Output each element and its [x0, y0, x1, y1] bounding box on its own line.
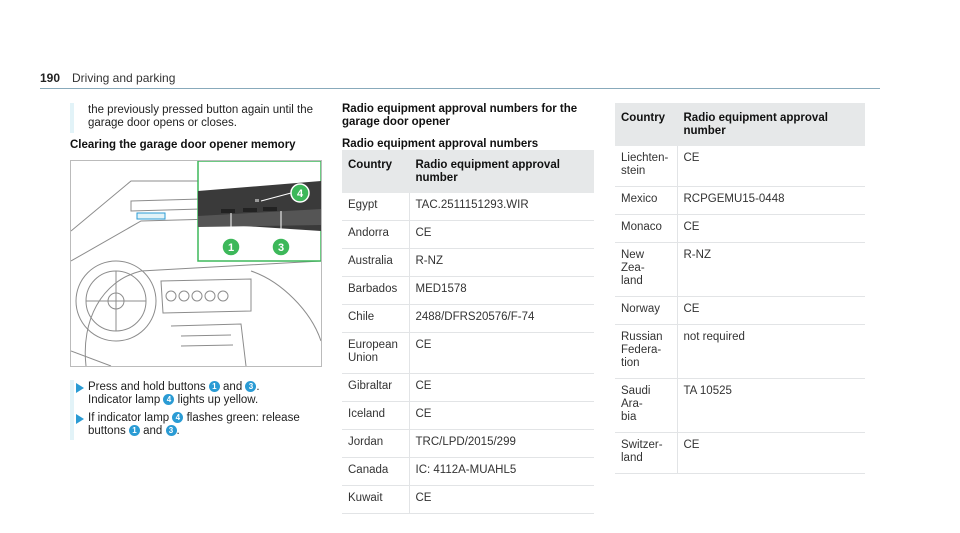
step-arrow-icon [76, 414, 84, 424]
approval-number-cell: CE [409, 402, 594, 430]
cockpit-drawing [71, 161, 321, 366]
table-row [342, 333, 594, 374]
country-cell: Andorra [342, 221, 409, 249]
step1-marker-bar [70, 380, 74, 410]
table-row [342, 430, 594, 458]
approval-number-cell: MED1578 [409, 277, 594, 305]
column-header-number: Radio equipment approval number [677, 103, 865, 146]
section-title: Driving and parking [72, 71, 176, 85]
country-cell: Monaco [615, 215, 677, 243]
approval-heading: Radio equipment approval numbers for the garage door opener [342, 103, 578, 128]
lamp-4-badge: 4 [163, 394, 174, 405]
approval-number-cell: TA 10525 [677, 379, 865, 433]
approval-subheading: Radio equipment approval numbers [342, 138, 539, 150]
approval-table-2 [615, 103, 865, 474]
table-row [615, 433, 865, 474]
approval-number-cell: R-NZ [677, 243, 865, 297]
step2-marker-bar [70, 410, 74, 440]
step-1-text: Press and hold buttons 1 and 3 . Indicator lamp 4 lights up yellow. [88, 381, 260, 406]
step-2-text: If indicator lamp 4 flashes green: release buttons 1 and 3 . [88, 412, 300, 437]
approval-number-cell: IC: 4112A-MUAHL5 [409, 458, 594, 486]
table-row [615, 146, 865, 187]
table-row [615, 297, 865, 325]
button-3-badge: 3 [245, 381, 256, 392]
table-row [342, 277, 594, 305]
button-3-badge: 3 [166, 425, 177, 436]
approval-number-cell: TAC.2511151293.WIR [409, 193, 594, 221]
approval-number-cell: CE [409, 221, 594, 249]
table-row [342, 458, 594, 486]
dashboard-illustration [70, 160, 322, 367]
country-cell: Australia [342, 249, 409, 277]
approval-number-cell: not required [677, 325, 865, 379]
table-row [615, 243, 865, 297]
approval-number-cell: CE [409, 374, 594, 402]
country-cell: Jordan [342, 430, 409, 458]
intro-text: the previously pressed button again until the garage door opens or closes. [88, 104, 314, 129]
button-1-badge: 1 [129, 425, 140, 436]
intro-marker-bar [70, 103, 74, 133]
country-cell: Canada [342, 458, 409, 486]
approval-number-cell: CE [677, 215, 865, 243]
country-cell: Chile [342, 305, 409, 333]
country-cell: Saudi Ara- bia [615, 379, 677, 433]
table-row [615, 325, 865, 379]
approval-number-cell: RCPGEMU15-0448 [677, 187, 865, 215]
callout-1: 1 [227, 242, 235, 254]
country-cell: Kuwait [342, 486, 409, 514]
approval-number-cell: 2488/DFRS20576/F-74 [409, 305, 594, 333]
column-header-country: Country [342, 150, 409, 193]
approval-number-cell: TRC/LPD/2015/299 [409, 430, 594, 458]
step-arrow-icon [76, 383, 84, 393]
country-cell: European Union [342, 333, 409, 374]
country-cell: Russian Federa- tion [615, 325, 677, 379]
country-cell: Mexico [615, 187, 677, 215]
country-cell: Gibraltar [342, 374, 409, 402]
table-row [342, 374, 594, 402]
table-row [342, 486, 594, 514]
table-row [615, 379, 865, 433]
header-divider [40, 88, 880, 89]
approval-number-cell: CE [409, 333, 594, 374]
page-number: 190 [40, 71, 61, 85]
clearing-heading: Clearing the garage door opener memory [70, 139, 296, 151]
approval-number-cell: CE [409, 486, 594, 514]
table-row [342, 249, 594, 277]
approval-number-cell: CE [677, 146, 865, 187]
country-cell: Egypt [342, 193, 409, 221]
table-row [342, 402, 594, 430]
table-row [342, 193, 594, 221]
country-cell: Iceland [342, 402, 409, 430]
approval-table-1 [342, 150, 594, 514]
button-1-badge: 1 [209, 381, 220, 392]
country-cell: Liechten- stein [615, 146, 677, 187]
country-cell: Barbados [342, 277, 409, 305]
country-cell: New Zea- land [615, 243, 677, 297]
table-row [615, 215, 865, 243]
approval-number-cell: CE [677, 297, 865, 325]
lamp-4-badge: 4 [172, 412, 183, 423]
country-cell: Switzer- land [615, 433, 677, 474]
approval-number-cell: R-NZ [409, 249, 594, 277]
table-row [342, 221, 594, 249]
callout-4: 4 [296, 188, 304, 200]
column-header-number: Radio equipment approval number [409, 150, 594, 193]
approval-number-cell: CE [677, 433, 865, 474]
column-header-country: Country [615, 103, 677, 146]
table-row [615, 187, 865, 215]
country-cell: Norway [615, 297, 677, 325]
table-row [342, 305, 594, 333]
callout-3: 3 [277, 242, 285, 254]
